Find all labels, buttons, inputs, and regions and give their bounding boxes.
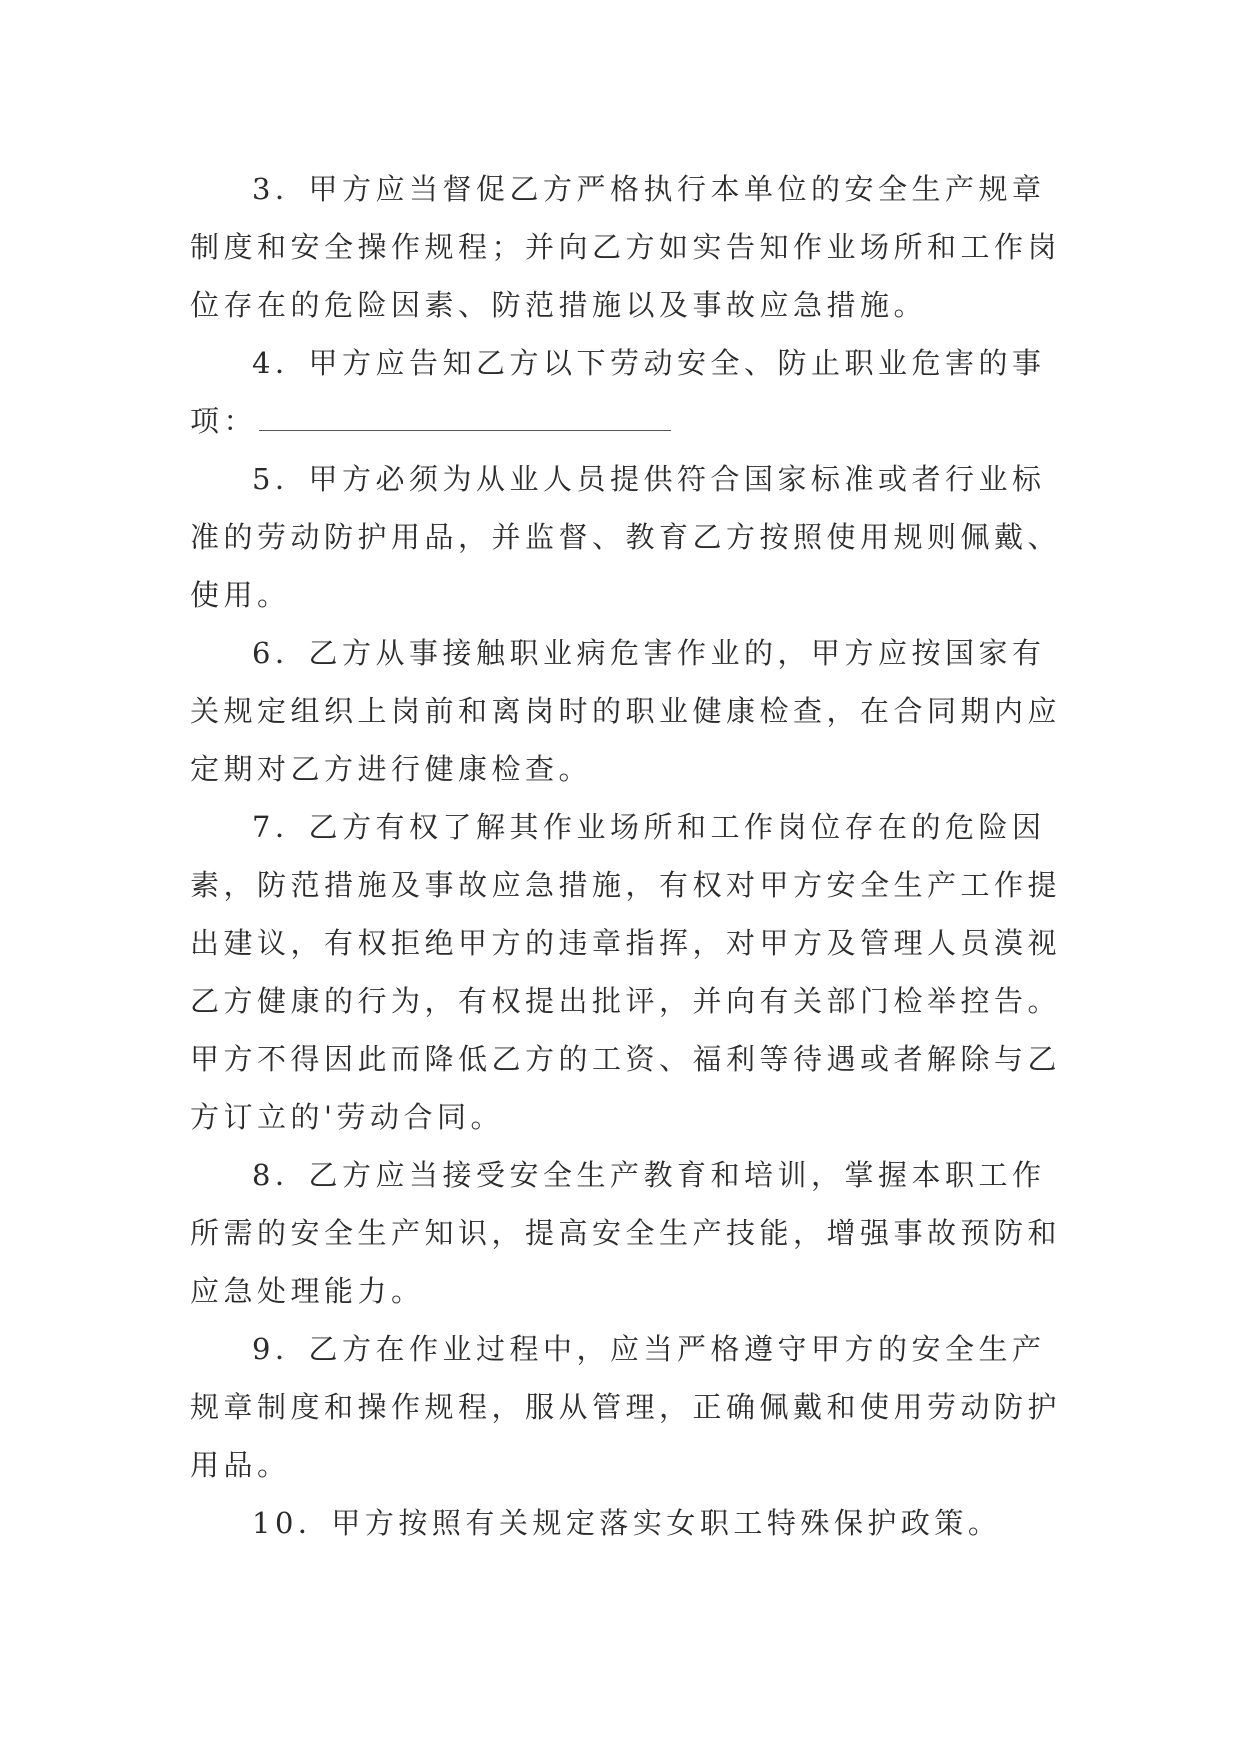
clause-5: 5．甲方必须为从业人员提供符合国家标准或者行业标准的劳动防护用品，并监督、教育乙方按照使用规则佩戴、使用。: [190, 462, 1062, 612]
clause-8: 8．乙方应当接受安全生产教育和培训，掌握本职工作所需的安全生产知识，提高安全生产技能，增强事故预防和应急处理能力。: [190, 1158, 1062, 1308]
clause-3: 3．甲方应当督促乙方严格执行本单位的安全生产规章制度和安全操作规程；并向乙方如实告知作业场所和工作岗位存在的危险因素、防范措施以及事故应急措施。: [190, 172, 1062, 322]
clause-10: 10．甲方按照有关规定落实女职工特殊保护政策。: [252, 1506, 1002, 1540]
clause-4: [190, 334, 1062, 450]
document-body: [190, 160, 1062, 1552]
fill-in-blank-line: [259, 402, 671, 431]
clause-7: 7．乙方有权了解其作业场所和工作岗位存在的危险因素，防范措施及事故应急措施，有权对甲方安全生产工作提出建议，有权拒绝甲方的违章指挥，对甲方及管理人员漠视乙方健康的行为，有权提出批评，并向有关部门检举控告。甲方不得因此而降低乙方的工资、福利等待遇或者解除与乙方订立的'劳动合同。: [190, 810, 1062, 1134]
clause-9: 9．乙方在作业过程中，应当严格遵守甲方的安全生产规章制度和操作规程，服从管理，正确佩戴和使用劳动防护用品。: [190, 1332, 1062, 1482]
clause-4-text: 4．甲方应告知乙方以下劳动安全、防止职业危害的事项：: [190, 346, 1046, 438]
clause-6: 6．乙方从事接触职业病危害作业的，甲方应按国家有关规定组织上岗前和离岗时的职业健康检查，在合同期内应定期对乙方进行健康检查。: [190, 636, 1062, 786]
